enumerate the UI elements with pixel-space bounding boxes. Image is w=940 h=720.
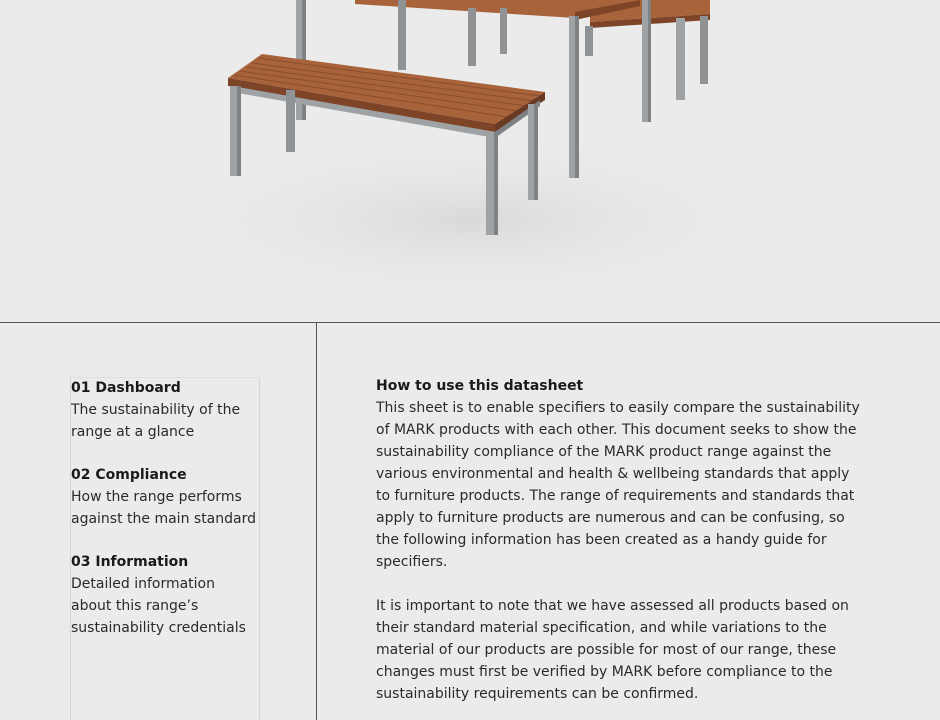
sidebar-item-description: How the range performs against the main standard xyxy=(71,489,256,527)
sidebar-item-compliance[interactable] xyxy=(71,464,259,530)
sidebar-item-title: 03 Information xyxy=(71,554,189,570)
datasheet-intro xyxy=(376,375,866,705)
sidebar-item-title: 01 Dashboard xyxy=(71,380,181,396)
section-divider-horizontal xyxy=(0,322,940,323)
note-paragraph: It is important to note that we have assessed all products based on their standard material specification, and while variations to the material of our products are possible for most of our range, these changes must first be verified by MARK before compliance to the sustainability requirements can be confirmed. xyxy=(376,598,849,702)
intro-paragraph: This sheet is to enable specifiers to easily compare the sustainability of MARK products with each other. This document seeks to show the sustainability compliance of the MARK product range against the various environmental and health & wellbeing standards that apply to furniture products. The range of requirements and standards that apply to furniture products are numerous and can be confusing, so the following information has been created as a handy guide for specifiers. xyxy=(376,400,860,570)
sidebar-item-dashboard[interactable] xyxy=(71,377,259,443)
sidebar-item-title: 02 Compliance xyxy=(71,467,187,483)
table-bench-illustration xyxy=(0,0,940,322)
contents-sidebar xyxy=(70,377,260,720)
section-divider-vertical xyxy=(316,323,317,720)
sidebar-item-description: Detailed information about this range’s sustainability credentials xyxy=(71,576,246,636)
sidebar-item-description: The sustainability of the range at a glance xyxy=(71,402,241,440)
hero-product-image xyxy=(0,0,940,322)
section-heading: How to use this datasheet xyxy=(376,378,584,394)
sidebar-item-information[interactable] xyxy=(71,551,259,639)
